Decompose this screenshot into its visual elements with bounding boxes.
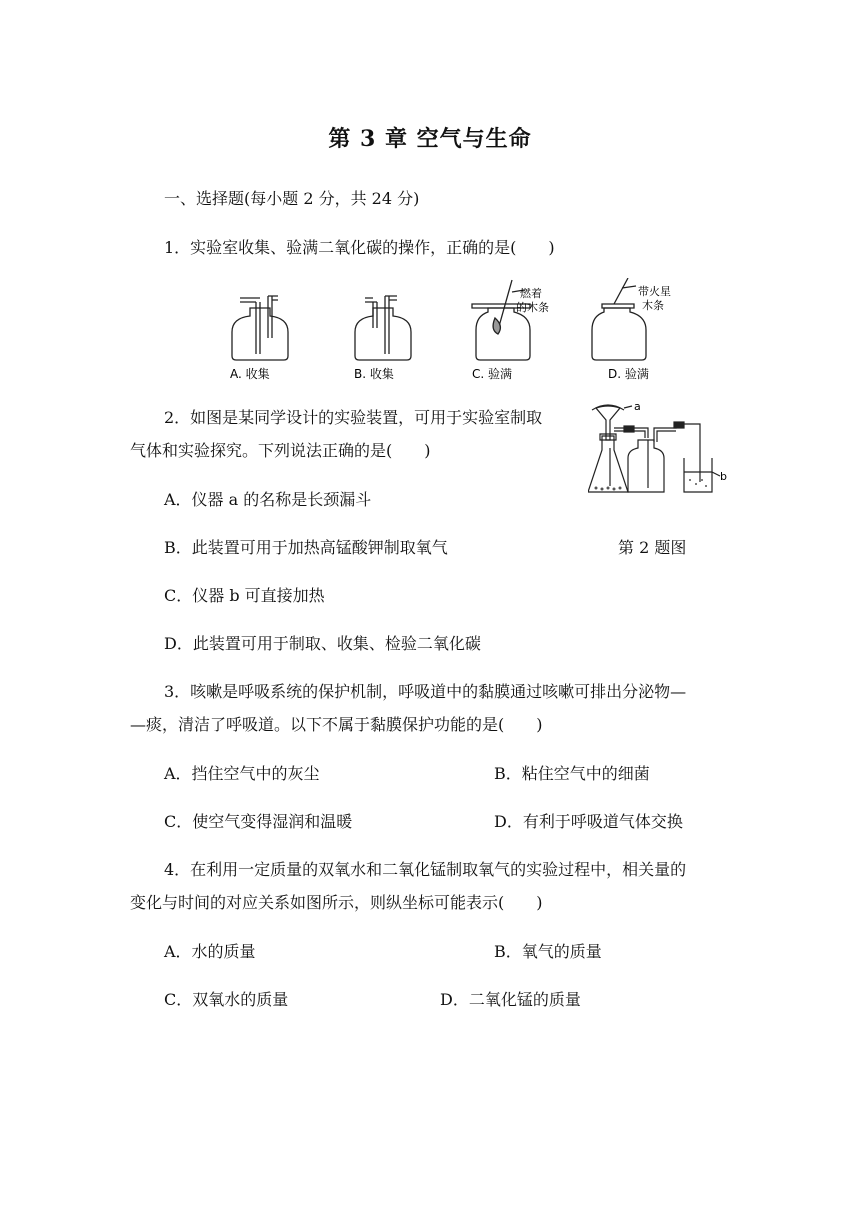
question-2-figure-caption: 第 2 题图: [618, 538, 687, 557]
question-3-option-d: D．有利于呼吸道气体交换: [494, 812, 683, 831]
question-2-stem-2: 气体和实验探究。下列说法正确的是( ): [130, 441, 431, 460]
page-title: 第 3 章 空气与生命: [328, 126, 532, 152]
label-b: B. 收集: [354, 367, 394, 381]
question-4-option-d: D．二氧化锰的质量: [440, 990, 581, 1009]
question-3-stem-2: —痰，清洁了呼吸道。以下不属于黏膜保护功能的是( ): [130, 715, 543, 734]
question-2-option-d: D．此装置可用于制取、收集、检验二氧化碳: [164, 634, 481, 653]
question-2-stem-1: 2．如图是某同学设计的实验装置，可用于实验室制取: [164, 408, 543, 427]
question-1-figure: [222, 278, 672, 388]
question-2-option-a: A．仪器 a 的名称是长颈漏斗: [164, 490, 372, 509]
label-c-note-1: 燃着: [520, 287, 542, 300]
question-2-option-b: B．此装置可用于加热高锰酸钾制取氧气: [164, 538, 448, 557]
question-2-figure: [588, 400, 728, 500]
label-d-note-1: 带火星: [638, 285, 671, 298]
label-c: C. 验满: [472, 367, 513, 381]
question-4-option-a: A．水的质量: [164, 942, 256, 961]
figure-label-a: a: [634, 400, 641, 413]
question-4-option-b: B．氧气的质量: [494, 942, 602, 961]
figure-label-b: b: [720, 470, 727, 483]
question-3-option-a: A．挡住空气中的灰尘: [164, 764, 320, 783]
question-4-stem-2: 变化与时间的对应关系如图所示，则纵坐标可能表示( ): [130, 893, 543, 912]
section-heading: 一、选择题(每小题 2 分，共 24 分): [164, 189, 420, 208]
question-3-stem-1: 3．咳嗽是呼吸系统的保护机制，呼吸道中的黏膜通过咳嗽可排出分泌物—: [164, 682, 687, 701]
label-a: A. 收集: [230, 367, 270, 381]
bottle-a-collect: [232, 296, 288, 360]
question-2-option-c: C．仪器 b 可直接加热: [164, 586, 325, 605]
label-d-note-2: 木条: [642, 299, 664, 312]
bottle-b-collect: [355, 296, 411, 360]
label-c-note-2: 的木条: [516, 301, 549, 314]
question-1-stem: 1．实验室收集、验满二氧化碳的操作，正确的是( ): [164, 238, 555, 257]
question-4-option-c: C．双氧水的质量: [164, 990, 289, 1009]
label-d: D. 验满: [608, 367, 649, 381]
question-4-stem-1: 4．在利用一定质量的双氧水和二氧化锰制取氧气的实验过程中，相关量的: [164, 860, 687, 879]
question-3-option-c: C．使空气变得湿润和温暖: [164, 812, 353, 831]
question-3-option-b: B．粘住空气中的细菌: [494, 764, 650, 783]
